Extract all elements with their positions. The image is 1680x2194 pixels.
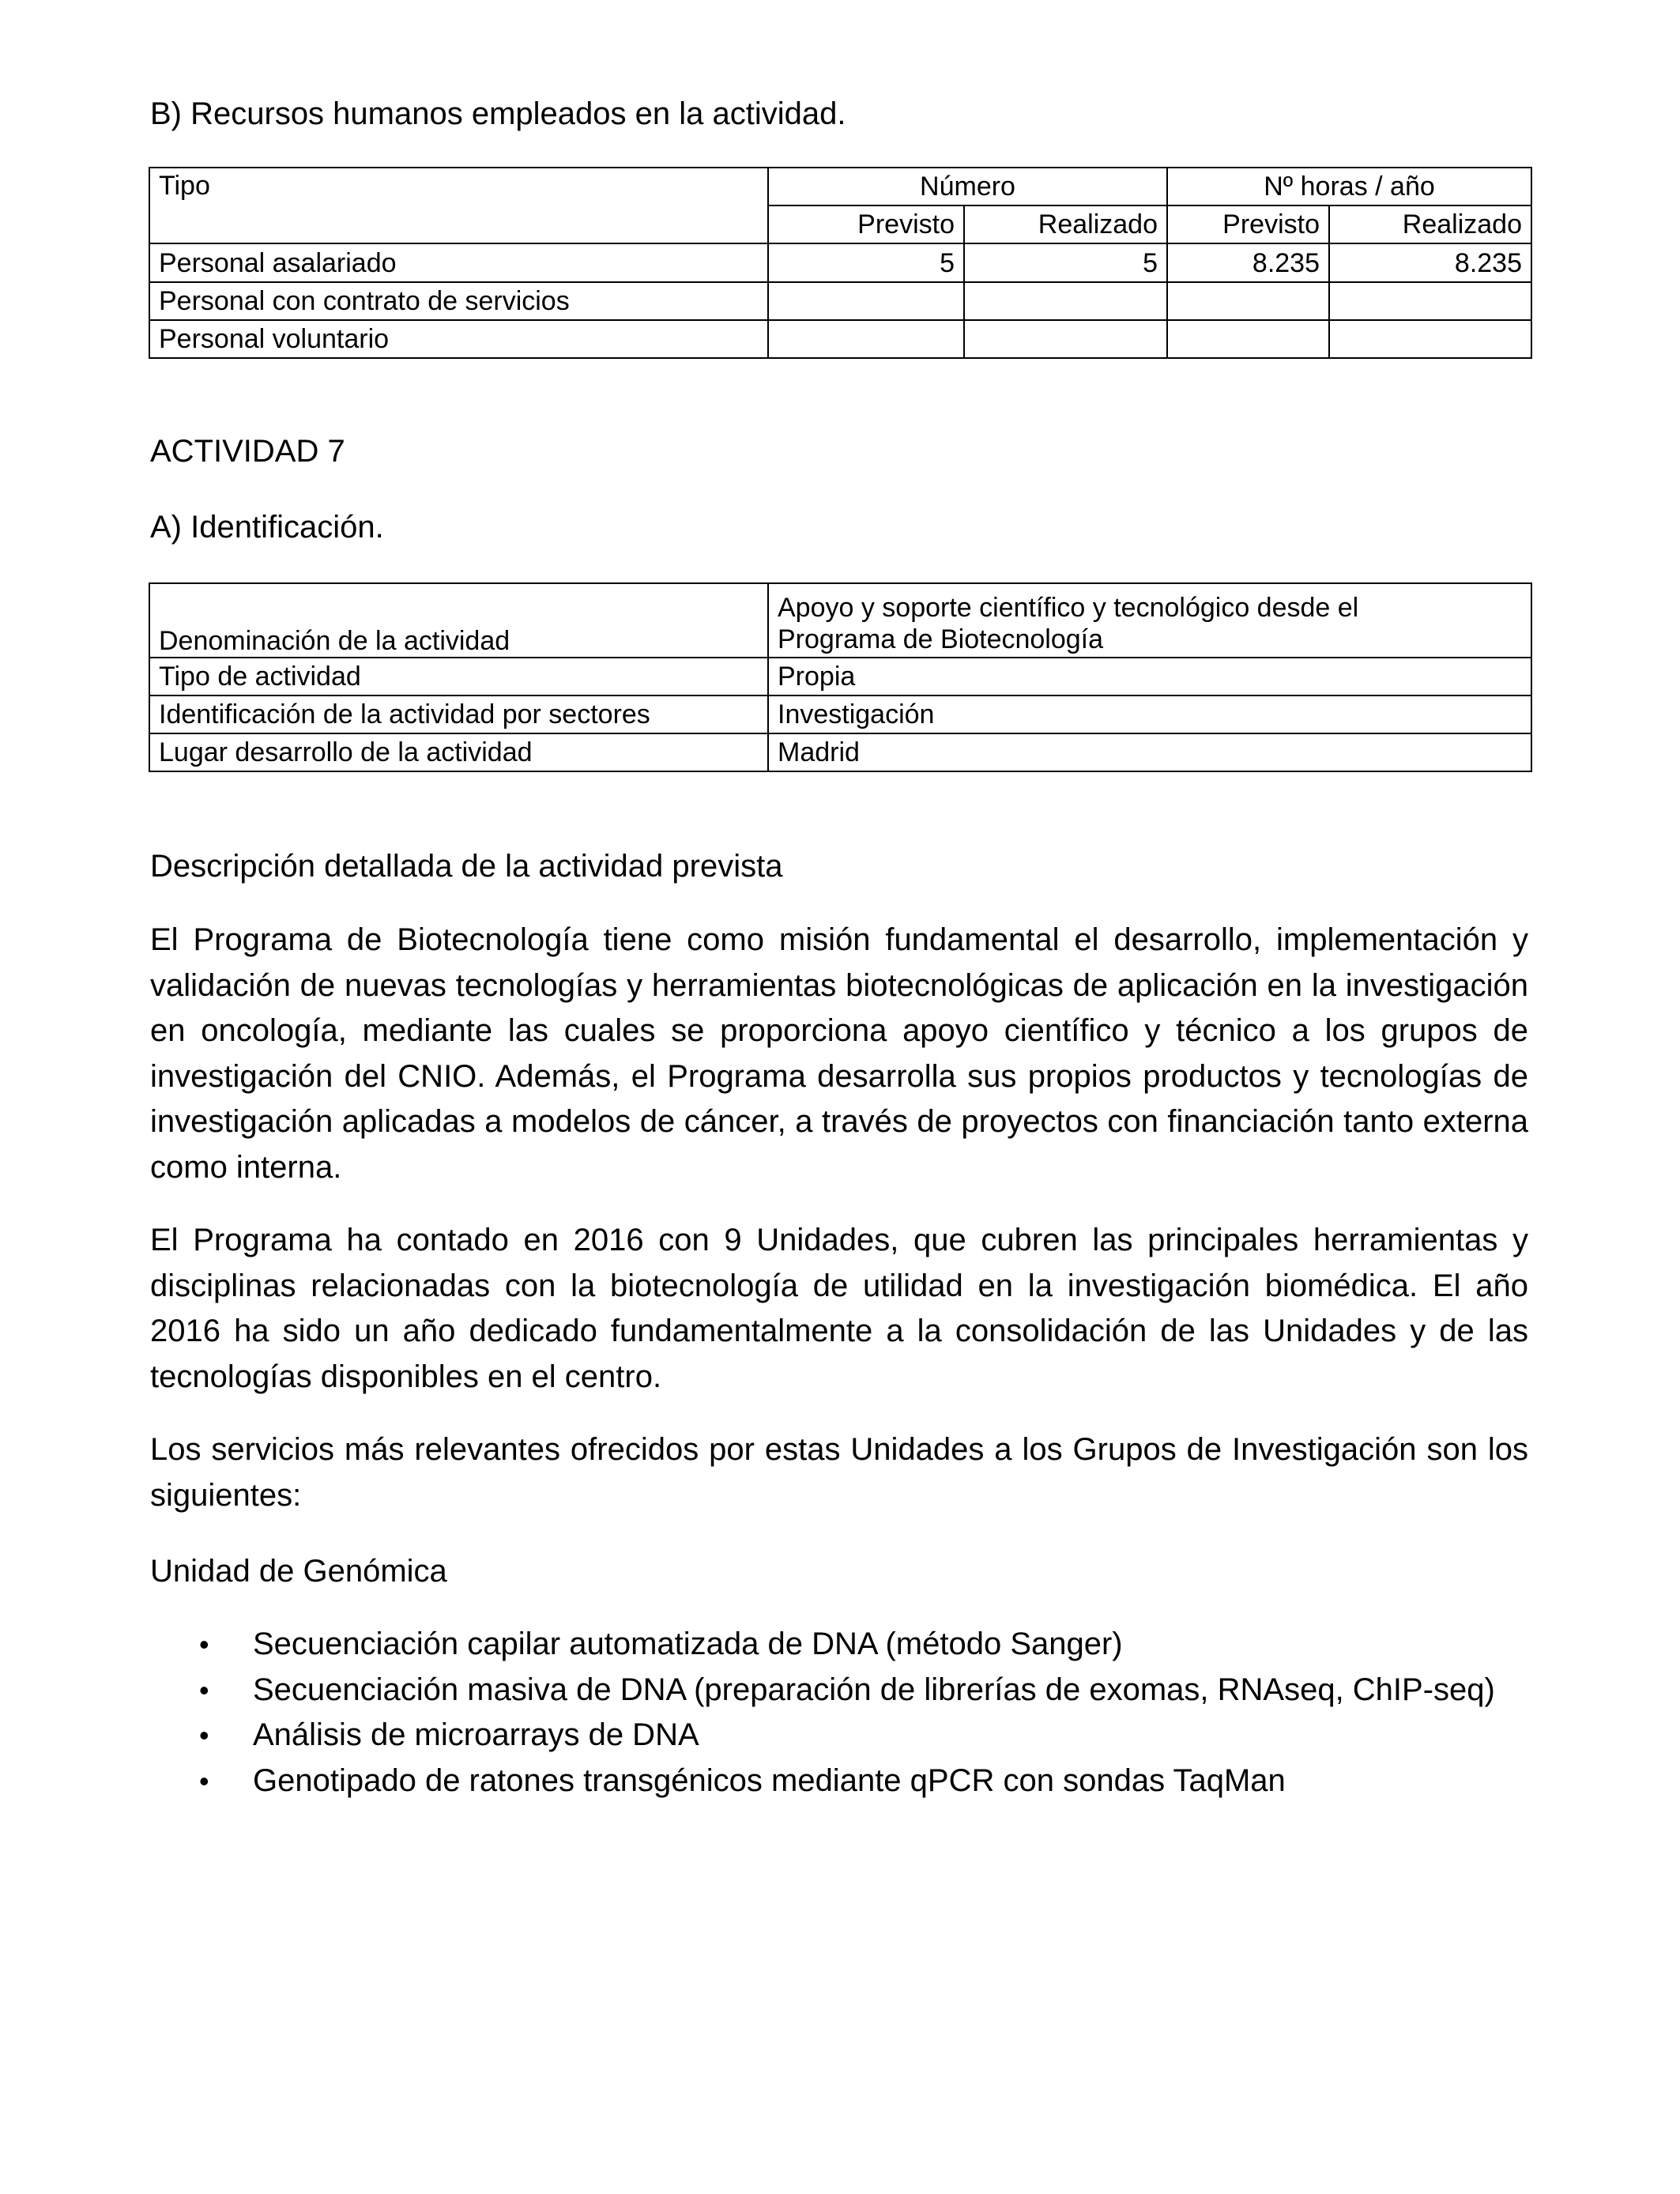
list-item-text: Secuenciación capilar automatizada de DNA (método Sanger): [253, 1627, 1123, 1661]
list-item: [150, 1713, 1528, 1759]
bullet-icon: •: [199, 1673, 209, 1706]
row-num-realizado: [964, 320, 1167, 358]
row-num-previsto: [768, 282, 964, 320]
id-label-tipo: Tipo de actividad: [149, 658, 768, 696]
subheader-horas-realizado: Realizado: [1329, 205, 1531, 243]
bullet-icon: •: [199, 1764, 209, 1797]
activity-title: ACTIVIDAD 7: [150, 434, 345, 469]
row-horas-previsto: [1167, 282, 1329, 320]
human-resources-table: [149, 167, 1532, 359]
subheader-numero-realizado: Realizado: [964, 205, 1167, 243]
unit-heading: Unidad de Genómica: [150, 1554, 447, 1589]
section-b-heading: B) Recursos humanos empleados en la actividad.: [150, 96, 846, 131]
table-row: [149, 243, 1531, 282]
row-tipo: Personal asalariado: [149, 243, 768, 282]
table-row: [149, 733, 1531, 771]
row-horas-previsto: [1167, 320, 1329, 358]
row-horas-previsto: 8.235: [1167, 243, 1329, 282]
table-row: [149, 696, 1531, 733]
row-num-realizado: 5: [964, 243, 1167, 282]
header-horas: Nº horas / año: [1167, 168, 1531, 205]
table-row: [149, 658, 1531, 696]
table-row: [149, 282, 1531, 320]
list-item: [150, 1622, 1528, 1668]
id-label-sectores: Identificación de la actividad por sectores: [149, 696, 768, 733]
list-item-text: Secuenciación masiva de DNA (preparación de librerías de exomas, RNAseq, ChIP-seq): [253, 1672, 1495, 1707]
row-num-previsto: 5: [768, 243, 964, 282]
row-horas-realizado: 8.235: [1329, 243, 1531, 282]
id-value-denominacion-line1: Apoyo y soporte científico y tecnológico desde el: [778, 593, 1359, 623]
list-item: [150, 1759, 1528, 1804]
id-value-sectores: Investigación: [768, 696, 1531, 733]
row-num-realizado: [964, 282, 1167, 320]
description-paragraph-1: El Programa de Biotecnología tiene como misión fundamental el desarrollo, implementación y validación de nuevas tecnologías y herramientas biotecnológicas de aplicación en la investigación en oncología, mediante las cuales se proporciona apoyo científico y técnico a los grupos de investigación del CNIO. Además, el Programa desarrolla sus propios productos y tecnologías de investigación aplicadas a modelos de cáncer, a través de proyectos con financiación tanto externa como interna.: [150, 922, 1528, 1185]
id-value-lugar: Madrid: [768, 733, 1531, 771]
description-heading: Descripción detallada de la actividad prevista: [150, 849, 783, 884]
identification-table: [149, 582, 1532, 772]
services-list: [150, 1622, 1528, 1804]
id-value-tipo: Propia: [768, 658, 1531, 696]
id-value-denominacion-line2: Programa de Biotecnología: [778, 624, 1104, 654]
bullet-icon: •: [199, 1628, 209, 1661]
row-num-previsto: [768, 320, 964, 358]
identification-heading: A) Identificación.: [150, 510, 384, 545]
row-horas-realizado: [1329, 282, 1531, 320]
subheader-numero-previsto: Previsto: [768, 205, 964, 243]
list-item: [150, 1668, 1528, 1713]
id-value-denominacion: [768, 583, 1531, 658]
description-paragraph-2: El Programa ha contado en 2016 con 9 Unidades, que cubren las principales herramientas y disciplinas relacionadas con la biotecnología de utilidad en la investigación biomédica. El año 2016 ha sido un año dedicado fundamentalmente a la consolidación de las Unidades y de las tecnologías disponibles en el centro.: [150, 1223, 1528, 1394]
row-tipo: Personal con contrato de servicios: [149, 282, 768, 320]
header-tipo: Tipo: [149, 168, 768, 243]
table-header-row: [149, 168, 1531, 205]
list-item-text: Análisis de microarrays de DNA: [253, 1717, 699, 1752]
subheader-horas-previsto: Previsto: [1167, 205, 1329, 243]
table-row: [149, 320, 1531, 358]
description-paragraph-3: Los servicios más relevantes ofrecidos por estas Unidades a los Grupos de Investigación son los siguientes:: [150, 1432, 1528, 1513]
id-label-lugar: Lugar desarrollo de la actividad: [149, 733, 768, 771]
bullet-icon: •: [199, 1719, 209, 1751]
header-numero: Número: [768, 168, 1167, 205]
row-tipo: Personal voluntario: [149, 320, 768, 358]
table-row: [149, 583, 1531, 658]
list-item-text: Genotipado de ratones transgénicos mediante qPCR con sondas TaqMan: [253, 1762, 1286, 1798]
id-label-denominacion: Denominación de la actividad: [149, 583, 768, 658]
row-horas-realizado: [1329, 320, 1531, 358]
